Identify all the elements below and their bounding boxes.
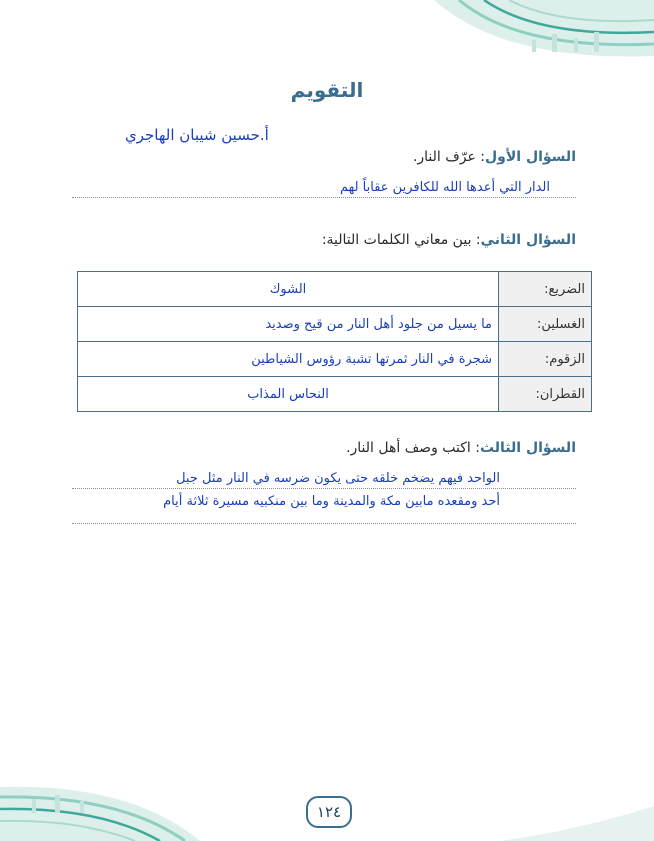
answer-line xyxy=(72,523,576,524)
question-1-answer: الدار التي أعدها الله للكافرين عقاباً لهم xyxy=(339,180,550,195)
table-row xyxy=(78,377,592,412)
question-1 xyxy=(413,149,576,165)
question-1-label: السؤال الأول xyxy=(485,149,576,165)
table-row xyxy=(78,272,592,307)
meaning-cell: النحاس المذاب xyxy=(78,377,499,412)
question-3 xyxy=(346,440,576,456)
question-2-label: السؤال الثاني xyxy=(480,232,576,248)
meaning-cell: شجرة في النار ثمرتها تشبة رؤوس الشياطين xyxy=(78,342,499,377)
table-row xyxy=(78,342,592,377)
answer-line xyxy=(72,197,576,198)
question-3-answer-line-2: أحد ومقعده مابين مكة والمدينة وما بين منكبيه مسيرة ثلاثة أيام xyxy=(163,494,500,509)
bottom-left-ornament xyxy=(0,771,200,841)
term-cell: الزقوم: xyxy=(499,342,592,377)
question-3-answer-line-1: الواحد فيهم يضخم خلقه حتى يكون ضرسه في النار مثل جبل xyxy=(176,471,500,486)
term-cell: الغسلين: xyxy=(499,307,592,342)
question-2 xyxy=(322,232,576,248)
term-cell: الضريع: xyxy=(499,272,592,307)
meaning-cell: ما يسيل من جلود أهل النار من قيح وصديد xyxy=(78,307,499,342)
page-number: ١٢٤ xyxy=(306,796,352,828)
table-row xyxy=(78,307,592,342)
terms-table xyxy=(77,271,592,412)
term-cell: القطران: xyxy=(499,377,592,412)
author-name: أ.حسين شيبان الهاجري xyxy=(125,126,269,144)
question-2-text: : بين معاني الكلمات التالية: xyxy=(321,232,481,248)
question-1-text: : عرّف النار. xyxy=(412,149,486,165)
bottom-right-ornament xyxy=(500,800,654,841)
top-right-ornament xyxy=(434,0,654,70)
answer-line xyxy=(72,488,576,489)
question-3-text: : اكتب وصف أهل النار. xyxy=(346,440,480,456)
question-3-label: السؤال الثالث xyxy=(479,440,576,456)
meaning-cell: الشوك xyxy=(78,272,499,307)
page-title: التقويم xyxy=(290,78,364,102)
